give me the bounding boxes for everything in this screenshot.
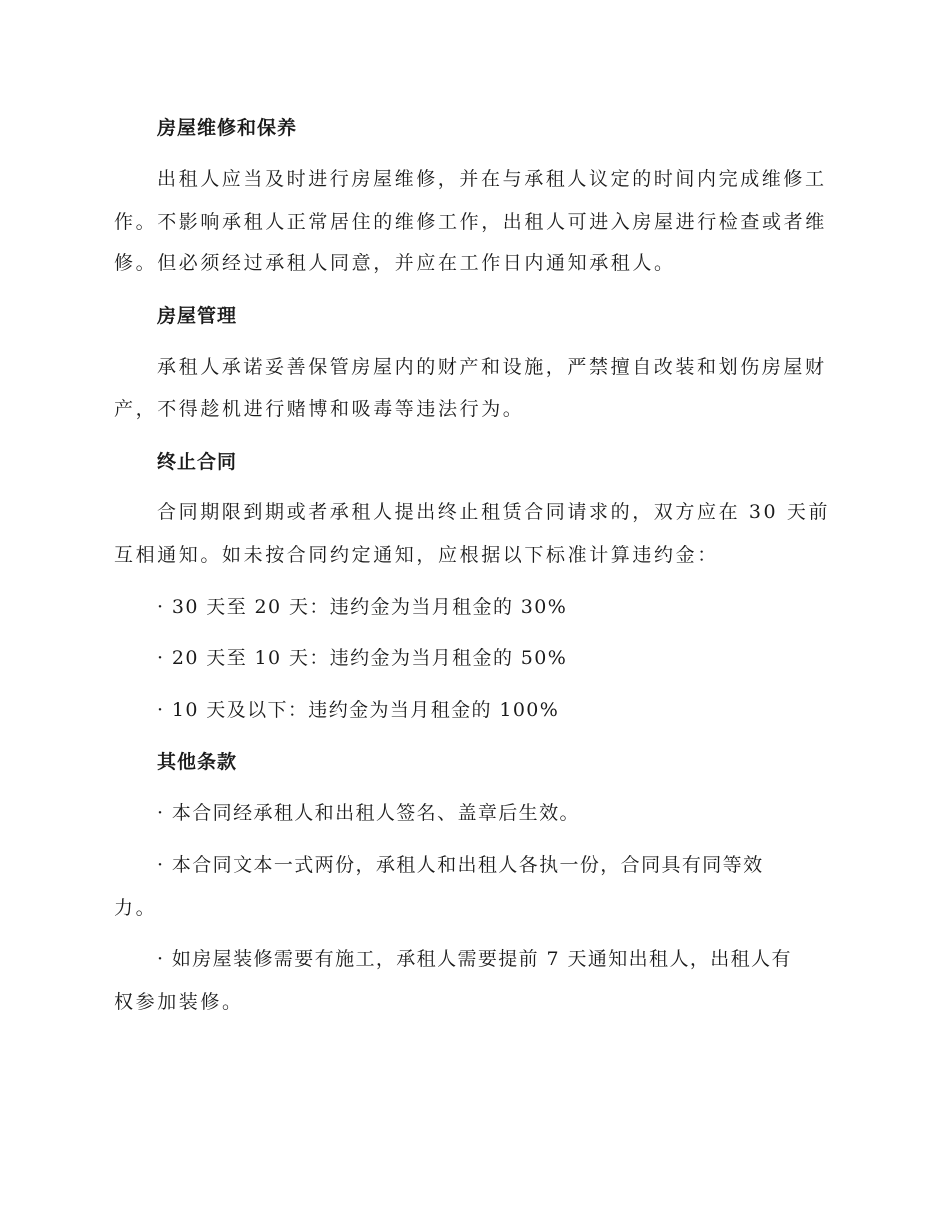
paragraph-line: 产，不得趁机进行赌博和吸毒等违法行为。 [114,398,525,420]
penalty-bullet: · 10 天及以下：违约金为当月租金的 100% [157,699,560,721]
term-bullet: · 如房屋装修需要有施工，承租人需要提前 7 天通知出租人，出租人有 [157,948,792,970]
penalty-bullet: · 20 天至 10 天：违约金为当月租金的 50% [157,647,568,669]
section-heading-management: 房屋管理 [157,305,238,327]
term-bullet: · 本合同经承租人和出租人签名、盖章后生效。 [157,802,580,824]
penalty-bullet: · 30 天至 20 天：违约金为当月租金的 30% [157,596,568,618]
section-heading-maintenance: 房屋维修和保养 [157,117,298,139]
section-heading-termination: 终止合同 [157,451,238,473]
paragraph-line: 修。但必须经过承租人同意，并应在工作日内通知承租人。 [114,252,676,274]
paragraph-line: 作。不影响承租人正常居住的维修工作，出租人可进入房屋进行检查或者维 [114,211,827,233]
term-bullet-continuation: 力。 [114,897,158,919]
term-bullet: · 本合同文本一式两份，承租人和出租人各执一份，合同具有同等效 [157,854,764,876]
paragraph-line: 合同期限到期或者承租人提出终止租赁合同请求的，双方应在 30 天前 [157,501,831,523]
paragraph-line: 互相通知。如未按合同约定通知，应根据以下标准计算违约金： [114,544,719,566]
term-bullet-continuation: 权参加装修。 [114,991,244,1013]
section-heading-other-terms: 其他条款 [157,751,238,773]
paragraph-line: 出租人应当及时进行房屋维修，并在与承租人议定的时间内完成维修工 [157,168,827,190]
paragraph-line: 承租人承诺妥善保管房屋内的财产和设施，严禁擅自改装和划伤房屋财 [157,356,827,378]
